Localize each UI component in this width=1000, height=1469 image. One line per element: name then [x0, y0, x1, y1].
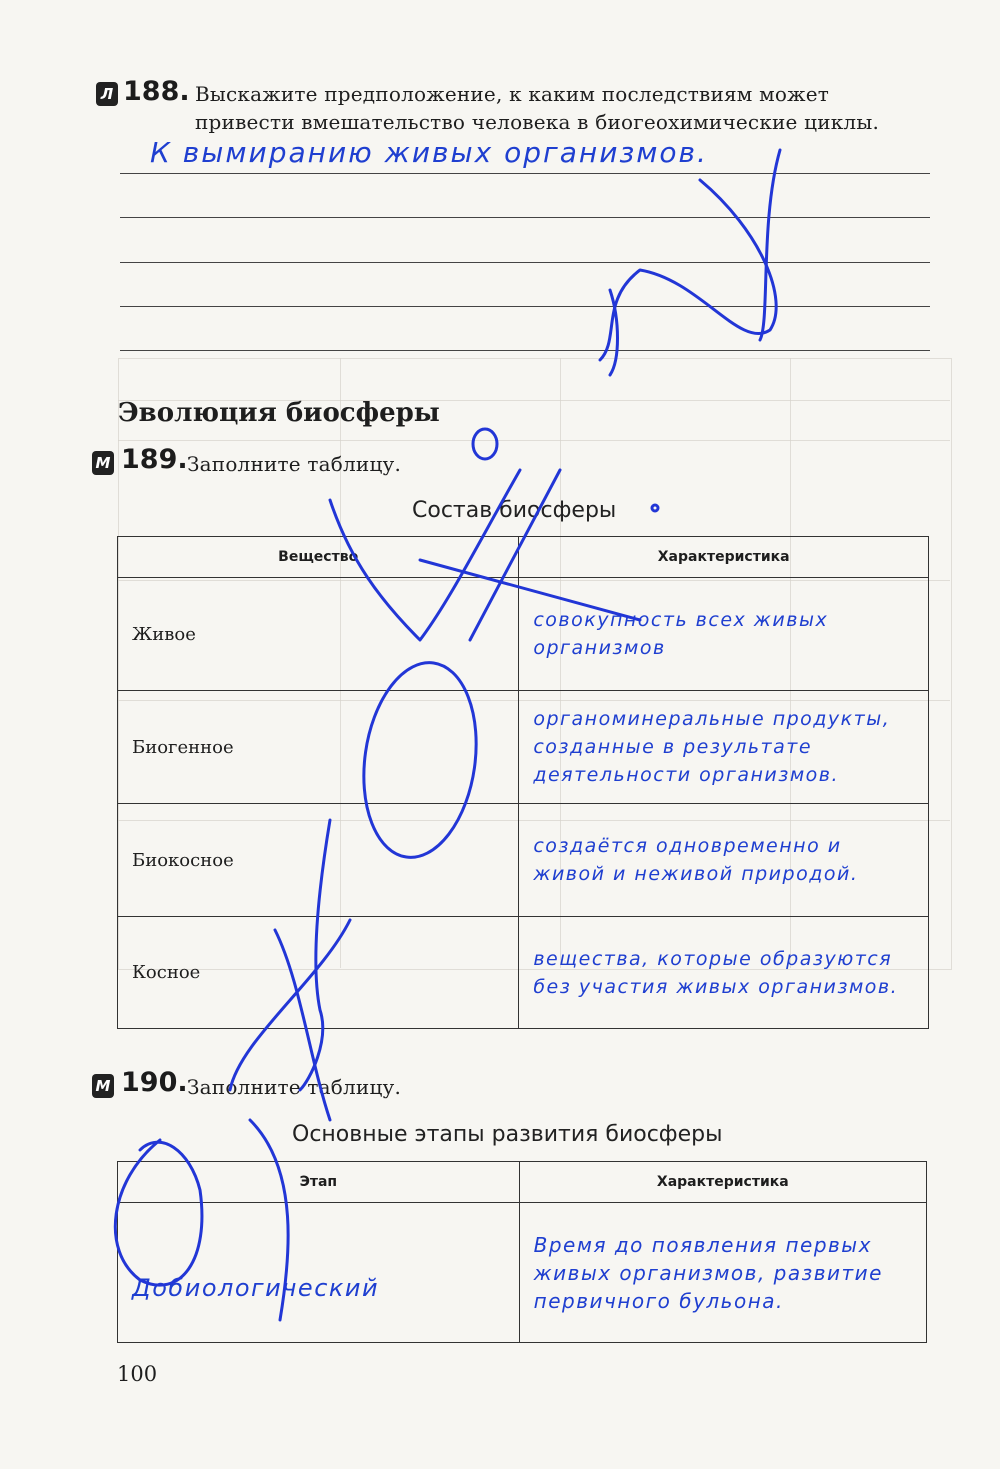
row-answer: вещества, которые образуются без участия живых организмов.	[519, 917, 929, 1029]
table-header-row	[118, 1162, 927, 1203]
row-label: Живое	[118, 578, 519, 691]
page-number: 100	[117, 1362, 158, 1386]
table-row	[118, 578, 929, 691]
biosphere-stages-table	[117, 1161, 927, 1343]
task-189-tag: М	[92, 451, 114, 475]
task-188-tag: Л	[96, 82, 118, 106]
column-header-characteristic: Характеристика	[519, 1162, 926, 1203]
row-label: Добиологический	[118, 1203, 520, 1343]
bleed-through-line	[118, 440, 950, 441]
task-190-tag: М	[92, 1074, 114, 1098]
row-label: Косное	[118, 917, 519, 1029]
column-header-stage: Этап	[118, 1162, 520, 1203]
answer-line	[120, 306, 930, 307]
biosphere-composition-table	[117, 536, 929, 1029]
answer-line	[120, 217, 930, 218]
task-188-question: Выскажите предположение, к каким последствиям может привести вмешательство человека в биогеохимические циклы.	[195, 82, 880, 134]
table-row	[118, 691, 929, 804]
task-188-text	[195, 80, 935, 136]
table-189-caption: Состав биосферы	[412, 498, 617, 523]
table-row	[118, 804, 929, 917]
table-header-row	[118, 537, 929, 578]
row-answer: органоминеральные продукты, созданные в результате деятельности организмов.	[519, 691, 929, 804]
column-header-substance: Вещество	[118, 537, 519, 578]
row-label: Биокосное	[118, 804, 519, 917]
answer-line	[120, 350, 930, 351]
section-title: Эволюция биосферы	[118, 398, 440, 428]
table-row	[118, 1203, 927, 1343]
task-190-number: 190.	[121, 1067, 188, 1098]
row-answer: создаётся одновременно и живой и неживой природой.	[519, 804, 929, 917]
row-answer: совокупность всех живых организмов	[519, 578, 929, 691]
task-188-number: 188.	[123, 76, 190, 107]
row-label: Биогенное	[118, 691, 519, 804]
table-row	[118, 917, 929, 1029]
column-header-characteristic: Характеристика	[519, 537, 929, 578]
answer-line	[120, 262, 930, 263]
task-188-answer: К вымиранию живых организмов.	[150, 136, 708, 169]
answer-line	[120, 173, 930, 174]
task-190-text: Заполните таблицу.	[187, 1075, 402, 1099]
task-189-text: Заполните таблицу.	[187, 452, 402, 476]
task-189-number: 189.	[121, 444, 188, 475]
row-answer: Время до появления первых живых организмов, развитие первичного бульона.	[519, 1203, 926, 1343]
table-190-caption: Основные этапы развития биосферы	[292, 1122, 723, 1147]
